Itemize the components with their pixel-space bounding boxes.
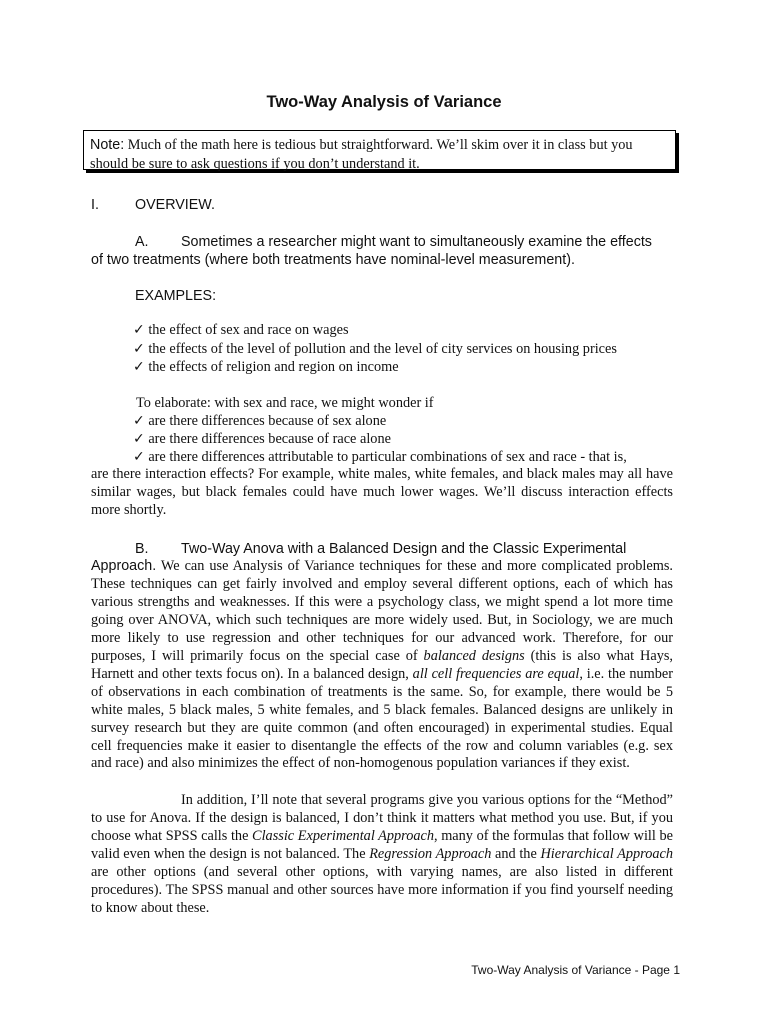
check-icon: ✓ xyxy=(133,341,145,357)
elaborate-item: ✓ are there differences attributable to particular combinations of sex and race - that is, xyxy=(133,449,627,465)
subsection-a-line1: Sometimes a researcher might want to simultaneously examine the effects xyxy=(181,234,652,250)
subsection-b-heading: Two-Way Anova with a Balanced Design and the Classic Experimental xyxy=(181,541,627,557)
elaborate-intro: To elaborate: with sex and race, we might wonder if xyxy=(136,395,434,411)
subsection-a-label: A. xyxy=(135,234,149,250)
check-icon: ✓ xyxy=(133,431,145,447)
subsection-b-paragraph-1: Approach. We can use Analysis of Variance techniques for these and more complicated problems. These techniques can get fairly involved and employ several different options, each of which has various strengths and weaknesses. If this were a psychology class, we might spend a lot more time going over ANOVA, which such techniques are more widely used. But, in Sociology, we are much more likely to use regression and other techniques for our advanced work. Therefore, for our purposes, I will primarily focus on the special case of balanced designs (this is also what Hays, Harnett and other texts focus on). In a balanced design, all cell frequencies are equal, i.e. the number of observations in each combination of treatments is the same. So, for example, there would be 5 white males, 5 black males, 5 white females, and 5 black females. Balanced designs are unlikely in survey research but they are quite common (and often encouraged) in experimental studies. Equal cell frequencies make it easier to disentangle the effects of the row and column variables (e.g. sex and race) and also minimizes the effect of non-homogenous population variances if they exist. xyxy=(91,558,674,772)
note-label: Note: xyxy=(90,137,125,153)
page-title: Two-Way Analysis of Variance xyxy=(266,93,502,111)
note-text: Much of the math here is tedious but straightforward. We’ll skim over it in class but you should be sure to ask questions if you don’t understand it. xyxy=(90,137,633,172)
check-icon: ✓ xyxy=(133,413,145,429)
example-item: ✓ the effects of the level of pollution and the level of city services on housing prices xyxy=(133,341,617,357)
page-footer: Two-Way Analysis of Variance - Page 1 xyxy=(471,963,680,977)
subsection-b-label: B. xyxy=(135,541,149,557)
section-number: I. xyxy=(91,197,99,213)
subsection-b-paragraph-2: In addition, I’ll note that several programs give you various options for the “Method” to use for Anova. If the design is balanced, I don’t think it matters what method you use. But, if you choose what SPSS calls the Classic Experimental Approach, many of the formulas that follow will be valid even when the design is not balanced. The Regression Approach and the Hierarchical Approach are other options (and several other options, with varying names, are also listed in different procedures). The SPSS manual and other sources have more information if you find yourself needing to know about these. xyxy=(91,792,673,916)
check-icon: ✓ xyxy=(133,449,145,465)
check-icon: ✓ xyxy=(133,359,145,375)
examples-heading: EXAMPLES: xyxy=(135,288,217,304)
elaborate-item: ✓ are there differences because of sex alone xyxy=(133,413,387,429)
check-icon: ✓ xyxy=(133,322,145,338)
example-item: ✓ the effect of sex and race on wages xyxy=(133,322,349,338)
section-heading: OVERVIEW. xyxy=(135,197,215,213)
elaborate-item: ✓ are there differences because of race alone xyxy=(133,431,391,447)
subsection-b-heading-continued: Approach. xyxy=(91,558,157,574)
example-item: ✓ the effects of religion and region on income xyxy=(133,359,399,375)
note-box xyxy=(83,130,676,170)
subsection-a-line2: of two treatments (where both treatments have nominal-level measurement). xyxy=(91,252,575,268)
elaborate-continuation: are there interaction effects? For example, white males, white females, and black males may all have similar wages, but black females could have much lower wages. We’ll discuss interaction effects more shortly. xyxy=(91,466,673,518)
